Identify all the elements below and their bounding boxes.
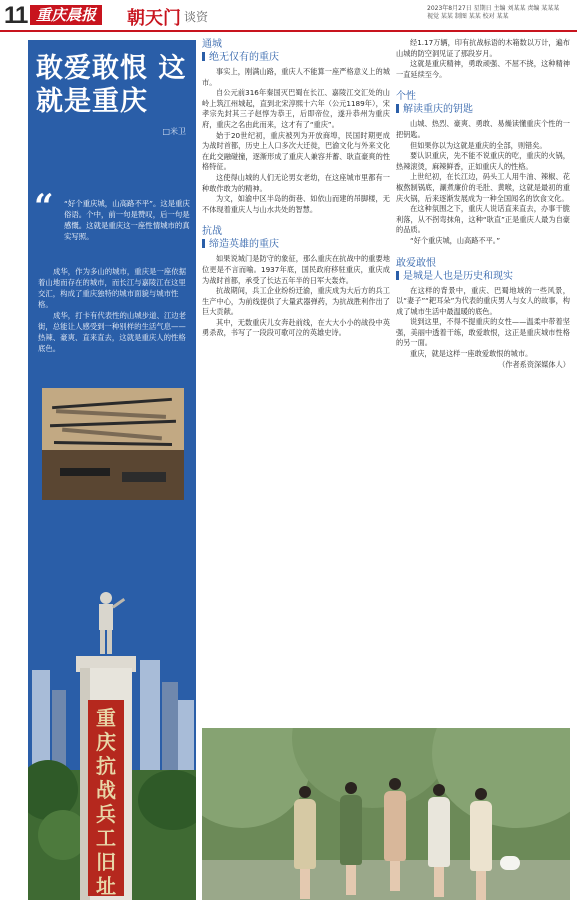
- paragraph: 要认识重庆，先不能不说重庆的吃，重庆的火锅，热辣滚烫，麻辣鲜香，正如重庆人的性格。: [396, 151, 570, 171]
- title-marker-icon: [202, 239, 205, 248]
- soldier-statue-icon: [86, 590, 126, 656]
- section-title-text: 绝无仅有的重庆: [209, 52, 279, 63]
- title-marker-icon: [202, 52, 205, 61]
- section-title-text: 是城是人也是历史和现实: [403, 270, 513, 282]
- column-name: 朝天门: [127, 8, 181, 29]
- paragraph: 说到这里，不得不提重庆的女性——温柔中带着坚强，美丽中透着干练，敢爱敢恨，这正是重庆城市性格的另一面。: [396, 317, 570, 348]
- page-number: 11: [4, 2, 28, 29]
- paragraph: 始于20世纪初，重庆被列为开放商埠，民国时期更成为战时首都，历史上人口多次大迁徙，巴渝文化与外来文化在此交融碰撞，逐渐形成了重庆人兼容并蓄、耿直豪爽的性格特征。: [202, 130, 390, 172]
- person-figure: [428, 784, 450, 897]
- paragraph: 为文，如渝中区半岛的街巷、如依山而建的吊脚楼，无不体现着重庆人与山水共处的智慧。: [202, 194, 390, 214]
- paragraph: 上世纪初，在长江边，码头工人用牛油、辣椒、花椒熬制锅底，涮煮廉价的毛肚、黄喉，这就是最初的重庆火锅，后来逐渐发展成为一种全国闻名的饮食文化。: [396, 172, 570, 203]
- section-title: [202, 238, 390, 251]
- paragraph: 事实上，刚满山路，重庆人不能算一座严格意义上的城市。: [202, 67, 390, 87]
- person-figure: [384, 778, 406, 891]
- masthead: [0, 0, 577, 30]
- title-marker-icon: [396, 271, 399, 280]
- paragraph: 重庆，就是这样一座敢爱敢恨的城市。: [410, 349, 533, 359]
- hero-paragraph: 成华，打卡有代表性的山城步道、江边老街，总能让人感受到一种别样的生活气息——热辣、豪爽、直来直去，这就是重庆人的性格底色。: [38, 311, 187, 353]
- paragraph: 山城、热烈、豪爽、勇敢、易燥读懂重庆个性的一把钥匙。: [396, 119, 570, 139]
- article-column-a: [202, 38, 390, 339]
- paragraph: 经1.17万辆，印有抗战标语的木箱数以万计，遍布山城的防空洞见证了那段岁月。: [396, 38, 570, 58]
- lede-paragraph: “好个重庆城，山高路不平”。这是重庆俗语。个中，前一句是赞叹，后一句是感慨。这就是重庆这一座性情城市的真实写照。: [64, 199, 190, 241]
- section-kicker: 敢爱敢恨: [396, 257, 436, 269]
- paragraph: 这就是重庆精神，勇敢顽强、不屈不挠，这种精神一直延续至今。: [396, 59, 570, 79]
- byline: □米卫: [162, 127, 186, 136]
- hero-panel: [28, 40, 196, 900]
- paragraph: 自公元前316年秦国灭巴蜀在长江、嘉陵江交汇处的山岭上筑江州城起，直到北宋淳熙十六年（公元1189年），宋孝宗先封其三子赵惇为恭王，后即帝位，遂升恭州为重庆府，重庆之名由此而来，这才有了“重庆”。: [202, 88, 390, 129]
- paragraph: 在这种氛围之下，重庆人说话直来直去，办事干脆利落，从不拐弯抹角，这种“耿直”正是重庆人最为自豪的品质。: [396, 204, 570, 235]
- section-kicker: 抗战: [202, 226, 222, 238]
- section-title: [396, 103, 570, 116]
- title-marker-icon: [396, 104, 399, 113]
- paragraph: 抗战期间，兵工企业纷纷迁渝，重庆成为大后方的兵工生产中心，为前线提供了大量武器弹药，为抗战胜利作出了巨大贡献。: [202, 286, 390, 317]
- section-title-text: 解读重庆的钥匙: [403, 104, 473, 116]
- paragraph: “好个重庆城，山高路不平。”: [410, 235, 501, 245]
- paragraph: 在这样的背景中，重庆、巴蜀地域的一些风景，以“妻子”“耙耳朵”为代表的重庆男人与女人的故事，构成了城市生活中最温暖的底色。: [396, 285, 570, 316]
- hero-body: [38, 266, 190, 354]
- author-signature: （作者系资深媒体人）: [498, 359, 570, 369]
- person-figure: [294, 786, 316, 899]
- street-photo: [202, 728, 570, 900]
- section-title: [202, 51, 390, 64]
- newspaper-logo: 重庆晨报: [30, 5, 102, 25]
- column-subtitle: 谈资: [184, 10, 209, 24]
- relics-photo: [42, 388, 184, 500]
- dog-figure: [500, 856, 520, 870]
- article-column-b: [396, 38, 570, 370]
- section-title-text: 缔造英雄的重庆: [209, 239, 279, 251]
- paragraph: 如果说城门是防守的象征，那么重庆在抗战中的重要地位更是不言而喻。1937年底，国民政府移驻重庆，重庆成为战时首都，承受了长达五年半的日军大轰炸。: [202, 254, 390, 285]
- hero-paragraph: 成华，作为多山的城市，重庆是一座依据着山地而存在的城市，而长江与嘉陵江在这里交汇，构成了重庆独特的城市面貌与城市性格。: [38, 267, 187, 309]
- section-kicker: 个性: [396, 91, 416, 103]
- paragraph: 其中，无数重庆儿女奔赴前线，在大大小小的战役中英勇杀敌，书写了一段段可歌可泣的英雄史诗。: [202, 317, 390, 338]
- section-kicker: 通城: [202, 39, 222, 50]
- monument-photo: [28, 560, 196, 900]
- paragraph: 但如果你以为这就是重庆的全部，则错矣。: [410, 140, 547, 150]
- person-figure: [340, 782, 362, 895]
- quote-mark-icon: “: [34, 187, 54, 227]
- section-title: [396, 270, 570, 283]
- masthead-rule: [0, 30, 577, 32]
- edition-info: 2023年8月27日 星期日 主编 刘某某 责编 某某某 视觉 某某 制图 某某 校对 某某: [427, 5, 560, 20]
- monument-inscription: 重庆抗战兵工旧址: [96, 706, 116, 898]
- paragraph: 这使得山城的人们无论男女老幼，在这座城市里都有一种敢作敢为的精神。: [202, 172, 390, 193]
- headline: 敢爱敢恨 这就是重庆: [36, 53, 187, 117]
- person-figure: [470, 788, 492, 900]
